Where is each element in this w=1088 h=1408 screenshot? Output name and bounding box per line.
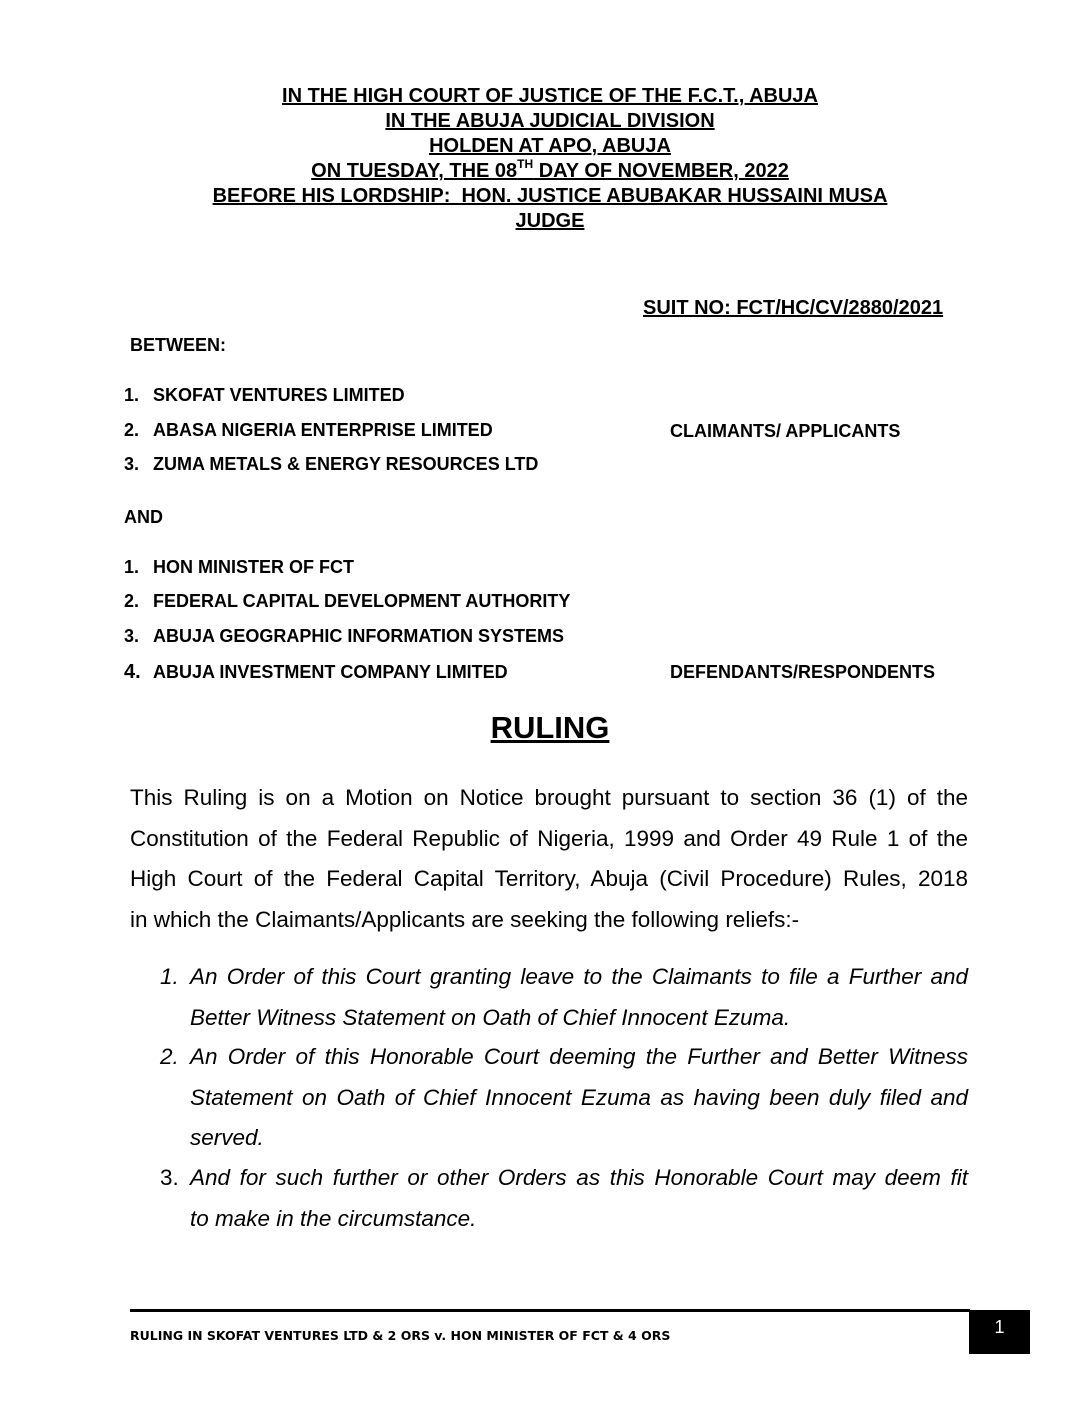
relief-line: An Order of this Honorable Court deeming the Further and Better Witness (190, 1044, 968, 1069)
defendant-name: ABUJA INVESTMENT COMPANY LIMITED (153, 662, 508, 682)
footer-divider (130, 1309, 970, 1312)
paragraph-line: in which the Claimants/Applicants are seeking the following reliefs:- (130, 906, 800, 932)
heading-date-sup: TH (517, 157, 534, 171)
heading-date (0, 159, 1088, 184)
relief-number: 3. (160, 1165, 179, 1190)
relief-line: Statement on Oath of Chief Innocent Ezuma as having been duly filed and (190, 1084, 968, 1110)
defendant-item (124, 591, 570, 612)
claimant-number: 2. (124, 420, 140, 440)
claimant-item (124, 454, 538, 475)
defendant-name: ABUJA GEOGRAPHIC INFORMATION SYSTEMS (153, 626, 565, 646)
heading-judge-title: JUDGE (515, 210, 585, 232)
claimant-name: SKOFAT VENTURES LIMITED (153, 385, 405, 405)
defendant-name: HON MINISTER OF FCT (153, 557, 354, 577)
defendant-number: 4. (124, 661, 141, 683)
defendant-item (124, 661, 508, 684)
relief-number: 1. (160, 964, 179, 989)
defendant-number: 1. (124, 557, 140, 577)
defendant-name: FEDERAL CAPITAL DEVELOPMENT AUTHORITY (153, 591, 571, 611)
relief-text (190, 957, 968, 1038)
between-label: BETWEEN: (130, 335, 226, 355)
heading-court: IN THE HIGH COURT OF JUSTICE OF THE F.C.T., ABUJA (282, 85, 818, 107)
heading-date-post: DAY OF NOVEMBER, 2022 (533, 160, 789, 182)
relief-text (190, 1037, 968, 1159)
relief-line: to make in the circumstance. (190, 1205, 477, 1231)
defendants-role: DEFENDANTS/RESPONDENTS (670, 662, 936, 682)
claimant-item (124, 385, 405, 406)
defendant-number: 3. (124, 626, 140, 646)
court-heading (0, 84, 1088, 234)
page-number: 1 (969, 1310, 1030, 1354)
defendant-item (124, 626, 564, 647)
claimant-number: 1. (124, 385, 140, 405)
intro-paragraph (130, 778, 968, 940)
relief-line: And for such further or other Orders as this Honorable Court may deem fit (190, 1165, 968, 1190)
relief-line: An Order of this Court granting leave to the Claimants to file a Further and (190, 964, 968, 989)
relief-number: 2. (160, 1044, 179, 1069)
paragraph-line: This Ruling is on a Motion on Notice brought pursuant to section 36 (1) of the (130, 785, 968, 810)
heading-division: IN THE ABUJA JUDICIAL DIVISION (385, 110, 715, 132)
paragraph-line: High Court of the Federal Capital Territory, Abuja (Civil Procedure) Rules, 2018 (130, 866, 968, 891)
and-label: AND (124, 507, 163, 527)
ruling-title: RULING (490, 710, 610, 745)
claimant-number: 3. (124, 454, 140, 474)
claimant-name: ZUMA METALS & ENERGY RESOURCES LTD (153, 454, 539, 474)
defendant-number: 2. (124, 591, 140, 611)
claimant-name: ABASA NIGERIA ENTERPRISE LIMITED (153, 420, 493, 440)
suit-number: SUIT NO: FCT/HC/CV/2880/2021 (643, 297, 944, 319)
relief-line: Better Witness Statement on Oath of Chief Innocent Ezuma. (190, 1004, 791, 1030)
heading-date-pre: ON TUESDAY, THE 08 (311, 160, 518, 182)
defendant-item (124, 557, 354, 578)
heading-venue: HOLDEN AT APO, ABUJA (429, 135, 671, 157)
claimants-role: CLAIMANTS/ APPLICANTS (670, 421, 901, 441)
claimant-item (124, 420, 493, 441)
relief-text (190, 1158, 968, 1239)
relief-line: served. (190, 1125, 264, 1150)
paragraph-line: Constitution of the Federal Republic of Nigeria, 1999 and Order 49 Rule 1 of the (130, 825, 968, 851)
heading-judge: BEFORE HIS LORDSHIP: HON. JUSTICE ABUBAKAR HUSSAINI MUSA (212, 185, 888, 207)
footer-caption: RULING IN SKOFAT VENTURES LTD & 2 ORS v. HON MINISTER OF FCT & 4 ORS (130, 1328, 671, 1343)
